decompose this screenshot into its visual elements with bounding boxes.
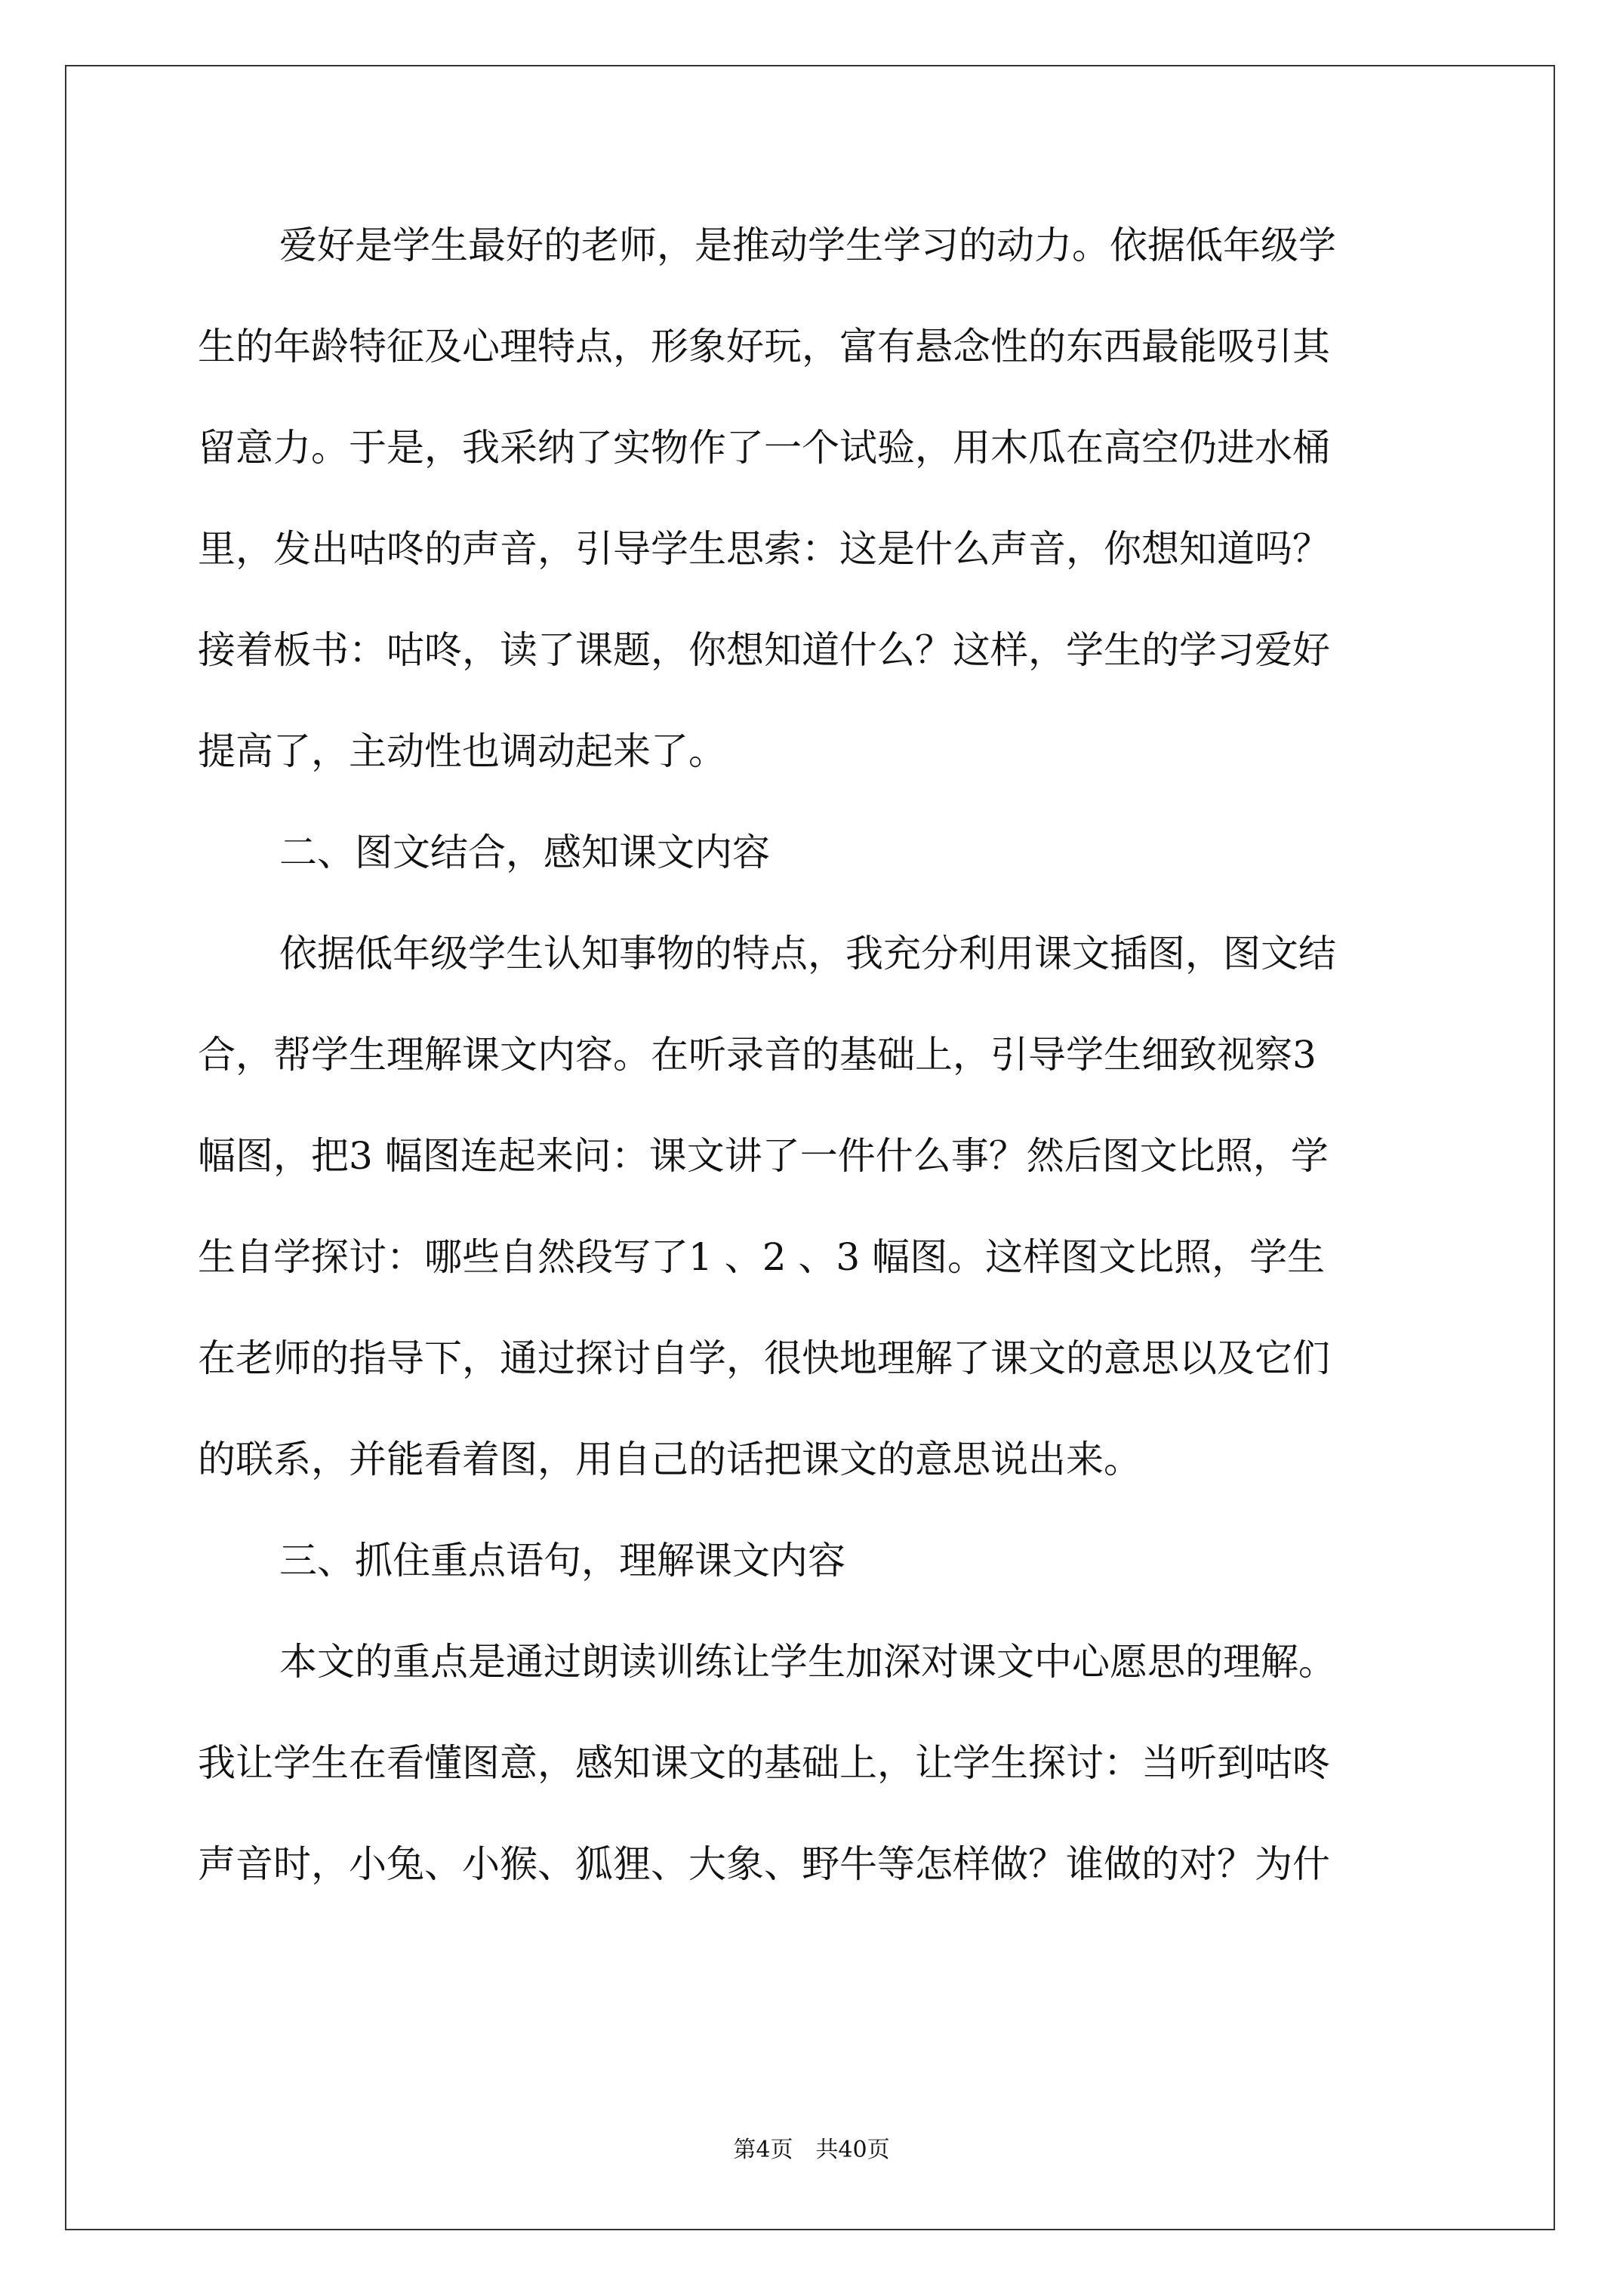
text-line-5: 接着板书：咕咚，读了课题，你想知道什么？这样，学生的学习爱好	[198, 628, 1330, 672]
text-line-10: 幅图，把3 幅图连起来问：课文讲了一件什么事？然后图文比照，学	[198, 1134, 1329, 1178]
text-line-16: 我让学生在看懂图意，感知课文的基础上，让学生探讨：当听到咕咚	[198, 1741, 1330, 1785]
text-line-1: 爱好是学生最好的老师，是推动学生学习的动力。依据低年级学	[279, 223, 1336, 267]
text-line-11: 生自学探讨：哪些自然段写了1 、2 、3 幅图。这样图文比照，学生	[198, 1235, 1326, 1279]
text-line-15: 本文的重点是通过朗读训练让学生加深对课文中心愿思的理解。	[279, 1640, 1336, 1684]
text-line-13: 的联系，并能看着图，用自己的话把课文的意思说出来。	[198, 1438, 1141, 1481]
section-heading-3: 三、抓住重点语句，理解课文内容	[279, 1539, 845, 1583]
text-line-17: 声音时，小兔、小猴、狐狸、大象、野牛等怎样做？谁做的对？为什	[198, 1842, 1330, 1886]
text-line-3: 留意力。于是，我采纳了实物作了一个试验，用木瓜在高空仍进水桶	[198, 426, 1330, 470]
page-number-footer: 第4页 共40页	[733, 2137, 890, 2163]
text-line-8: 依据低年级学生认知事物的特点，我充分利用课文插图，图文结	[279, 932, 1336, 975]
text-line-2: 生的年龄特征及心理特点，形象好玩，富有悬念性的东西最能吸引其	[198, 325, 1330, 368]
section-heading-2: 二、图文结合，感知课文内容	[279, 831, 770, 874]
text-line-4: 里，发出咕咚的声音，引导学生思索：这是什么声音，你想知道吗？	[198, 527, 1330, 571]
text-line-12: 在老师的指导下，通过探讨自学，很快地理解了课文的意思以及它们	[198, 1336, 1330, 1380]
text-line-6: 提高了，主动性也调动起来了。	[198, 729, 726, 773]
text-line-9: 合，帮学生理解课文内容。在听录音的基础上，引导学生细致视察3	[198, 1033, 1317, 1077]
